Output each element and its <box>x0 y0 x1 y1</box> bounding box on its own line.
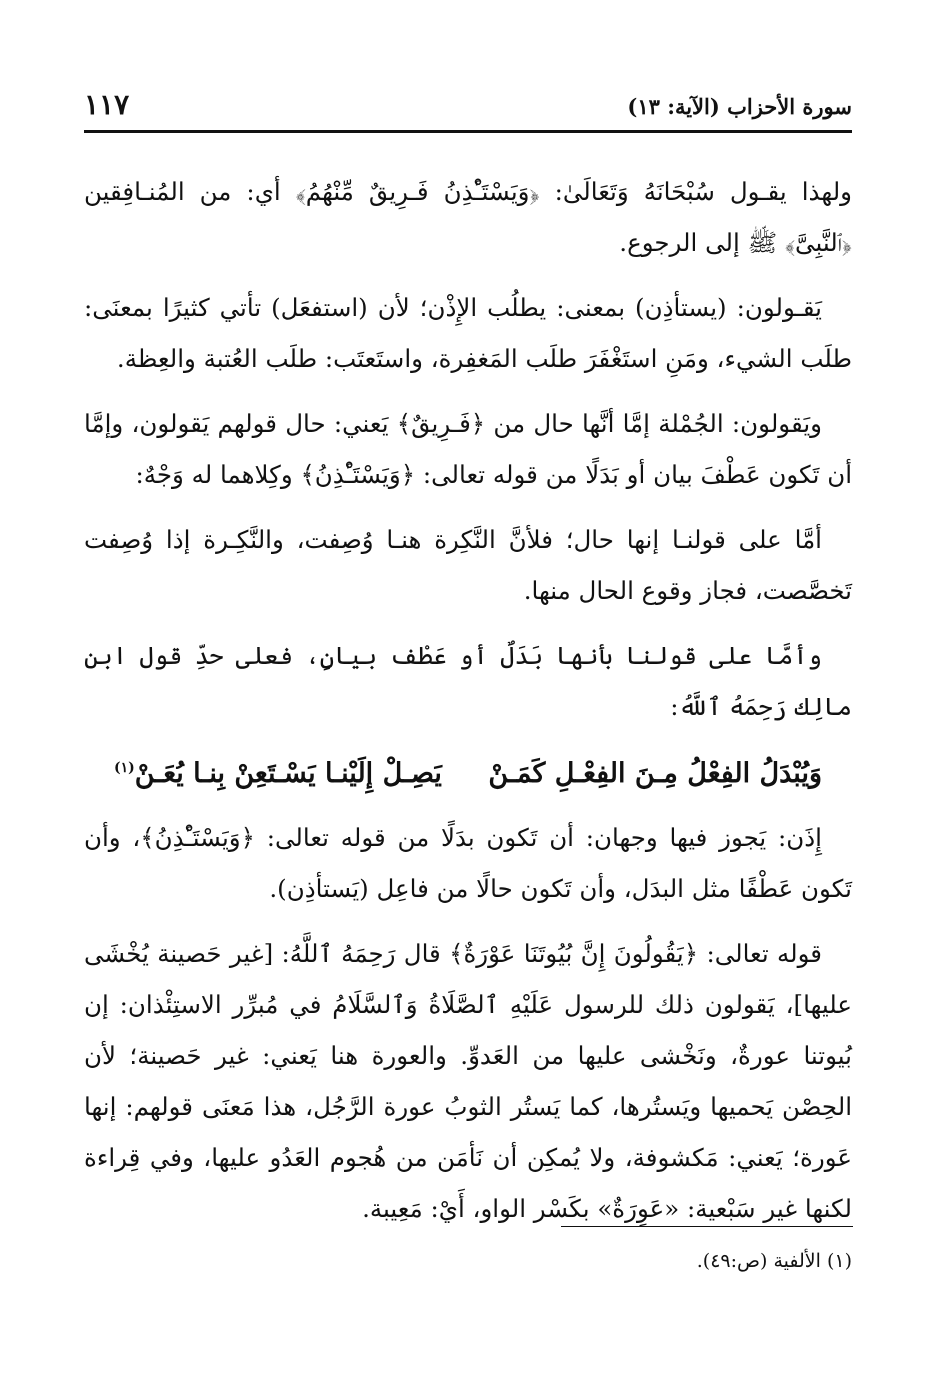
verse-first-hemistich: وَيُبْدَلُ الفِعْلُ مِـنَ الفِعْـلِ كَمَـنْ <box>488 758 822 789</box>
footnote-separator <box>561 1226 853 1227</box>
paragraph: أمَّا على قولنـا إنها حال؛ فلأنَّ النَّكِرة هنـا وُصِفت، والنَّكِـرة إذا وُصِفت تَخصَّصت، فجاز وقوع الحال منها. <box>84 525 852 605</box>
footnote: (١) الألفية (ص:٤٩). <box>696 1250 852 1272</box>
header-rule <box>84 130 852 133</box>
paragraph: ولهذا يقـول سُبْحَانَهُ وَتَعَالَىٰ: ﴿وَيَسْتَـْٔذِنُ فَـرِيقٌ مِّنْهُمُ﴾ أي: من المُنـافِقين ﴿ٱلنَّبِىَّ﴾ ﷺ إلى الرجوع. <box>84 177 852 257</box>
verse-second-hemistich-text: يَصِـلْ إِلَيْنـا يَسْـتَعِنْ بِنـا يُعَـنْ <box>134 758 442 789</box>
page-header <box>84 86 852 128</box>
paragraph: قوله تعالى: ﴿يَقُولُونَ إِنَّ بُيُوتَنَا عَوْرَةٌ﴾ قال رَحِمَهُ ٱللَّهُ: [غير حَصينة يُخْشَى عليها]، يَقولون ذلك للرسول عَلَيْهِ ٱلصَّلَاةُ وَٱلسَّلَامُ في مُبرِّر الاستِئْذان: إن بُيوتنا عورةٌ، ونَخْشى عليها من العَدوِّ. والعورة هنا يَعني: غير حَصينة؛ لأن الحِصْن يَحميها ويَستُرها، كما يَستُر الثوبُ عورة الرَّجُل، هذا مَعنَى قولهم: إنها عَورة؛ يَعني: مَكشوفة، ولا يُمكِن أن نَأمَن من هُجوم العَدُو عليها، وفي قِراءة لكنها غير سَبْعية: «عَوِرَةٌ» بكَسْر الواو، أَيْ: مَعِيبة. <box>84 939 852 1223</box>
poetry-verse <box>84 746 852 802</box>
footnote-reference[interactable]: (١) <box>114 760 135 776</box>
main-text <box>84 166 852 1248</box>
paragraph: وأمَّا على قولنا بأنها بَدَلٌ أو عَطْف بيانٍ، فعلى حدِّ قول ابن مالِك رَحِمَهُ ٱللَّهُ: <box>84 641 852 721</box>
page-number: ١١٧ <box>84 88 130 121</box>
paragraph: ويَقولون: الجُمْلة إمَّا أنَّها حال من ﴿فَـرِيقٌ﴾ يَعني: حال قولهم يَقولون، وإمَّا أن تَكون عَطْفَ بيان أو بَدَلًا من قوله تعالى: ﴿وَيَسْتَـْٔذِنُ﴾ وكِلاهما له وَجْهٌ: <box>84 409 852 489</box>
paragraph: إِذَن: يَجوز فيها وجهان: أن تَكون بدَلًا من قوله تعالى: ﴿وَيَسْتَـْٔذِنُ﴾، وأن تَكون عَطْفًا مثل البدَل، وأن تَكون حالًا من فاعِل (يَستأذِن). <box>84 823 852 903</box>
running-head-title: سورة الأحزاب (الآية: ١٣) <box>627 94 852 119</box>
verse-second-hemistich <box>114 746 442 802</box>
paragraph: يَقـولون: (يستأذِن) بمعنى: يطلُب الإِذْن؛ لأن (استفعَل) تأتي كثيرًا بمعنَى: طلَب الشيء، ومَنِ استَغْفَرَ طلَب المَغفِرة، واستَعتَب: طلَب العُتبة والعِظة. <box>84 293 852 373</box>
